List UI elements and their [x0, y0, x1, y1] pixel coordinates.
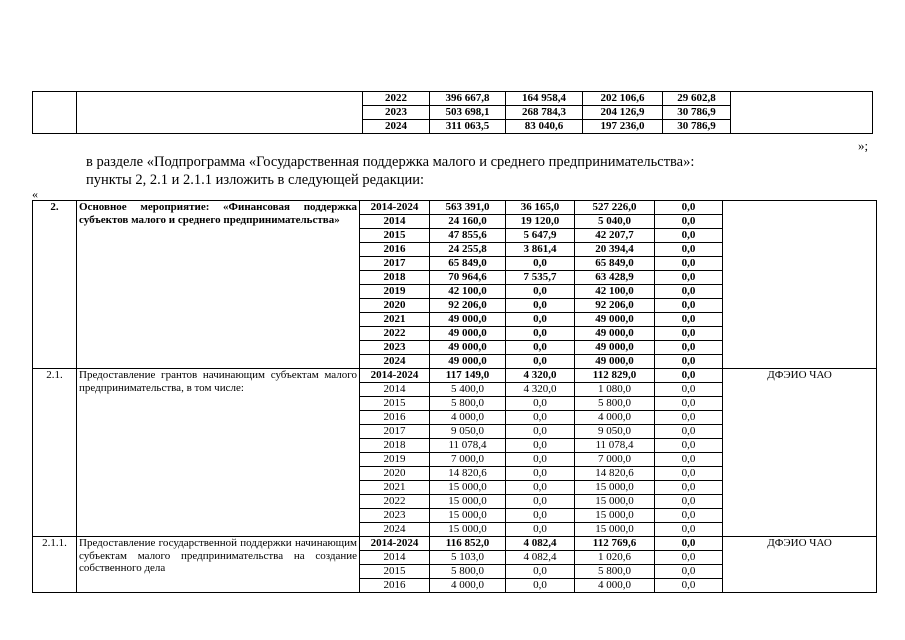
total-cell: 49 000,0 [430, 355, 506, 369]
amount-cell: 49 000,0 [575, 341, 655, 355]
total-cell: 92 206,0 [430, 299, 506, 313]
total-cell: 15 000,0 [430, 509, 506, 523]
amendment-paragraph-2: пункты 2, 2.1 и 2.1.1 изложить в следующей редакции: [86, 172, 425, 188]
amount-cell: 204 126,9 [583, 106, 663, 120]
total-cell: 4 000,0 [430, 579, 506, 593]
amount-cell: 42 207,7 [575, 229, 655, 243]
year-cell: 2024 [363, 120, 430, 134]
executor-cell: ДФЭИО ЧАО [723, 369, 877, 537]
amount-cell: 0,0 [655, 243, 723, 257]
executor-cell [723, 201, 877, 369]
year-cell: 2022 [360, 495, 430, 509]
item-number: 2. [33, 201, 77, 369]
year-cell: 2024 [360, 355, 430, 369]
year-cell: 2021 [360, 481, 430, 495]
total-cell: 14 820,6 [430, 467, 506, 481]
amount-cell: 49 000,0 [575, 355, 655, 369]
amount-cell: 15 000,0 [575, 495, 655, 509]
title-cell [77, 92, 363, 134]
table-row [33, 201, 877, 215]
amount-cell: 0,0 [506, 257, 575, 271]
total-cell: 15 000,0 [430, 523, 506, 537]
total-cell: 9 050,0 [430, 425, 506, 439]
amount-cell: 5 800,0 [575, 565, 655, 579]
amount-cell: 5 040,0 [575, 215, 655, 229]
opening-quote: « [32, 187, 38, 201]
total-cell: 49 000,0 [430, 313, 506, 327]
amount-cell: 65 849,0 [575, 257, 655, 271]
year-cell: 2017 [360, 425, 430, 439]
year-cell: 2016 [360, 243, 430, 257]
total-cell: 70 964,6 [430, 271, 506, 285]
table-row [33, 92, 873, 106]
total-cell: 11 078,4 [430, 439, 506, 453]
total-cell: 15 000,0 [430, 481, 506, 495]
amount-cell: 0,0 [655, 201, 723, 215]
amount-cell: 0,0 [655, 467, 723, 481]
amount-cell: 0,0 [655, 397, 723, 411]
amount-cell: 0,0 [655, 481, 723, 495]
amount-cell: 0,0 [506, 565, 575, 579]
continuation-table [32, 91, 873, 134]
amount-cell: 0,0 [655, 565, 723, 579]
total-cell: 65 849,0 [430, 257, 506, 271]
amount-cell: 0,0 [655, 215, 723, 229]
total-cell: 4 000,0 [430, 411, 506, 425]
amount-cell: 20 394,4 [575, 243, 655, 257]
amount-cell: 268 784,3 [506, 106, 583, 120]
amount-cell: 0,0 [506, 495, 575, 509]
amount-cell: 19 120,0 [506, 215, 575, 229]
amount-cell: 30 786,9 [663, 120, 731, 134]
total-cell: 24 160,0 [430, 215, 506, 229]
amount-cell: 5 800,0 [575, 397, 655, 411]
year-cell: 2021 [360, 313, 430, 327]
amount-cell: 0,0 [655, 383, 723, 397]
total-cell: 5 800,0 [430, 397, 506, 411]
amount-cell: 0,0 [655, 411, 723, 425]
subprogram-table [32, 200, 877, 593]
amount-cell: 0,0 [655, 355, 723, 369]
year-cell: 2022 [363, 92, 430, 106]
amount-cell: 11 078,4 [575, 439, 655, 453]
amount-cell: 0,0 [655, 369, 723, 383]
amount-cell: 0,0 [506, 327, 575, 341]
amount-cell: 112 769,6 [575, 537, 655, 551]
amount-cell: 49 000,0 [575, 327, 655, 341]
amount-cell: 0,0 [655, 285, 723, 299]
amount-cell: 0,0 [655, 271, 723, 285]
item-title: Основное мероприятие: «Финансовая поддержка субъектов малого и среднего предпринимательства» [77, 201, 360, 369]
amount-cell: 0,0 [506, 355, 575, 369]
year-cell: 2014-2024 [360, 369, 430, 383]
amount-cell: 0,0 [506, 523, 575, 537]
year-cell: 2024 [360, 523, 430, 537]
amount-cell: 4 320,0 [506, 383, 575, 397]
year-cell: 2014 [360, 383, 430, 397]
amount-cell: 0,0 [655, 313, 723, 327]
amount-cell: 9 050,0 [575, 425, 655, 439]
year-cell: 2016 [360, 579, 430, 593]
amount-cell: 0,0 [655, 229, 723, 243]
total-cell: 117 149,0 [430, 369, 506, 383]
year-cell: 2014 [360, 215, 430, 229]
total-cell: 116 852,0 [430, 537, 506, 551]
amount-cell: 5 647,9 [506, 229, 575, 243]
year-cell: 2015 [360, 397, 430, 411]
amount-cell: 7 535,7 [506, 271, 575, 285]
amount-cell: 164 958,4 [506, 92, 583, 106]
amount-cell: 7 000,0 [575, 453, 655, 467]
amount-cell: 0,0 [506, 397, 575, 411]
year-cell: 2023 [360, 341, 430, 355]
year-cell: 2019 [360, 453, 430, 467]
total-cell: 15 000,0 [430, 495, 506, 509]
year-cell: 2015 [360, 565, 430, 579]
table-row [33, 369, 877, 383]
year-cell: 2014 [360, 551, 430, 565]
year-cell: 2014-2024 [360, 537, 430, 551]
amount-cell: 0,0 [506, 481, 575, 495]
item-number: 2.1.1. [33, 537, 77, 593]
amount-cell: 0,0 [655, 537, 723, 551]
amount-cell: 3 861,4 [506, 243, 575, 257]
amount-cell: 0,0 [506, 285, 575, 299]
amount-cell: 0,0 [655, 523, 723, 537]
amount-cell: 0,0 [655, 551, 723, 565]
total-cell: 563 391,0 [430, 201, 506, 215]
amount-cell: 197 236,0 [583, 120, 663, 134]
total-cell: 5 400,0 [430, 383, 506, 397]
amount-cell: 0,0 [506, 411, 575, 425]
amount-cell: 0,0 [506, 299, 575, 313]
amount-cell: 527 226,0 [575, 201, 655, 215]
amount-cell: 92 206,0 [575, 299, 655, 313]
item-title: Предоставление государственной поддержки начинающим субъектам малого предпринимательства на создание собственного дела [77, 537, 360, 593]
amount-cell: 0,0 [655, 425, 723, 439]
year-cell: 2017 [360, 257, 430, 271]
total-cell: 7 000,0 [430, 453, 506, 467]
total-cell: 49 000,0 [430, 327, 506, 341]
amount-cell: 0,0 [655, 509, 723, 523]
year-cell: 2022 [360, 327, 430, 341]
amount-cell: 0,0 [655, 495, 723, 509]
year-cell: 2018 [360, 271, 430, 285]
executor-cell [731, 92, 873, 134]
amount-cell: 15 000,0 [575, 481, 655, 495]
amount-cell: 15 000,0 [575, 523, 655, 537]
year-cell: 2018 [360, 439, 430, 453]
year-cell: 2015 [360, 229, 430, 243]
amount-cell: 0,0 [506, 313, 575, 327]
total-cell: 5 103,0 [430, 551, 506, 565]
amount-cell: 42 100,0 [575, 285, 655, 299]
amount-cell: 83 040,6 [506, 120, 583, 134]
amendment-paragraph-1: в разделе «Подпрограмма «Государственная поддержка малого и среднего предпринимательства»: [86, 154, 695, 170]
amount-cell: 1 080,0 [575, 383, 655, 397]
amount-cell: 0,0 [655, 257, 723, 271]
amount-cell: 0,0 [655, 439, 723, 453]
amount-cell: 4 000,0 [575, 579, 655, 593]
amount-cell: 29 602,8 [663, 92, 731, 106]
item-number: 2.1. [33, 369, 77, 537]
amount-cell: 0,0 [506, 467, 575, 481]
year-cell: 2023 [363, 106, 430, 120]
amount-cell: 0,0 [506, 509, 575, 523]
total-cell: 49 000,0 [430, 341, 506, 355]
total-cell: 42 100,0 [430, 285, 506, 299]
amount-cell: 36 165,0 [506, 201, 575, 215]
amount-cell: 202 106,6 [583, 92, 663, 106]
amount-cell: 0,0 [506, 439, 575, 453]
amount-cell: 49 000,0 [575, 313, 655, 327]
table-row [33, 537, 877, 551]
amount-cell: 0,0 [655, 327, 723, 341]
amount-cell: 4 320,0 [506, 369, 575, 383]
total-cell: 5 800,0 [430, 565, 506, 579]
total-cell: 503 698,1 [430, 106, 506, 120]
amount-cell: 0,0 [506, 425, 575, 439]
amount-cell: 14 820,6 [575, 467, 655, 481]
amount-cell: 112 829,0 [575, 369, 655, 383]
executor-cell: ДФЭИО ЧАО [723, 537, 877, 593]
amount-cell: 4 082,4 [506, 551, 575, 565]
item-title: Предоставление грантов начинающим субъектам малого предпринимательства, в том числе: [77, 369, 360, 537]
year-cell: 2019 [360, 285, 430, 299]
total-cell: 396 667,8 [430, 92, 506, 106]
amount-cell: 63 428,9 [575, 271, 655, 285]
year-cell: 2020 [360, 299, 430, 313]
amount-cell: 0,0 [506, 341, 575, 355]
amount-cell: 0,0 [655, 579, 723, 593]
amount-cell: 4 000,0 [575, 411, 655, 425]
total-cell: 311 063,5 [430, 120, 506, 134]
year-cell: 2014-2024 [360, 201, 430, 215]
year-cell: 2023 [360, 509, 430, 523]
year-cell: 2016 [360, 411, 430, 425]
number-cell [33, 92, 77, 134]
amount-cell: 0,0 [506, 579, 575, 593]
amount-cell: 0,0 [655, 299, 723, 313]
amount-cell: 4 082,4 [506, 537, 575, 551]
amount-cell: 0,0 [655, 341, 723, 355]
amount-cell: 30 786,9 [663, 106, 731, 120]
amount-cell: 15 000,0 [575, 509, 655, 523]
total-cell: 47 855,6 [430, 229, 506, 243]
amount-cell: 0,0 [655, 453, 723, 467]
total-cell: 24 255,8 [430, 243, 506, 257]
amount-cell: 0,0 [506, 453, 575, 467]
year-cell: 2020 [360, 467, 430, 481]
amount-cell: 1 020,6 [575, 551, 655, 565]
closing-quote: »; [858, 138, 869, 153]
